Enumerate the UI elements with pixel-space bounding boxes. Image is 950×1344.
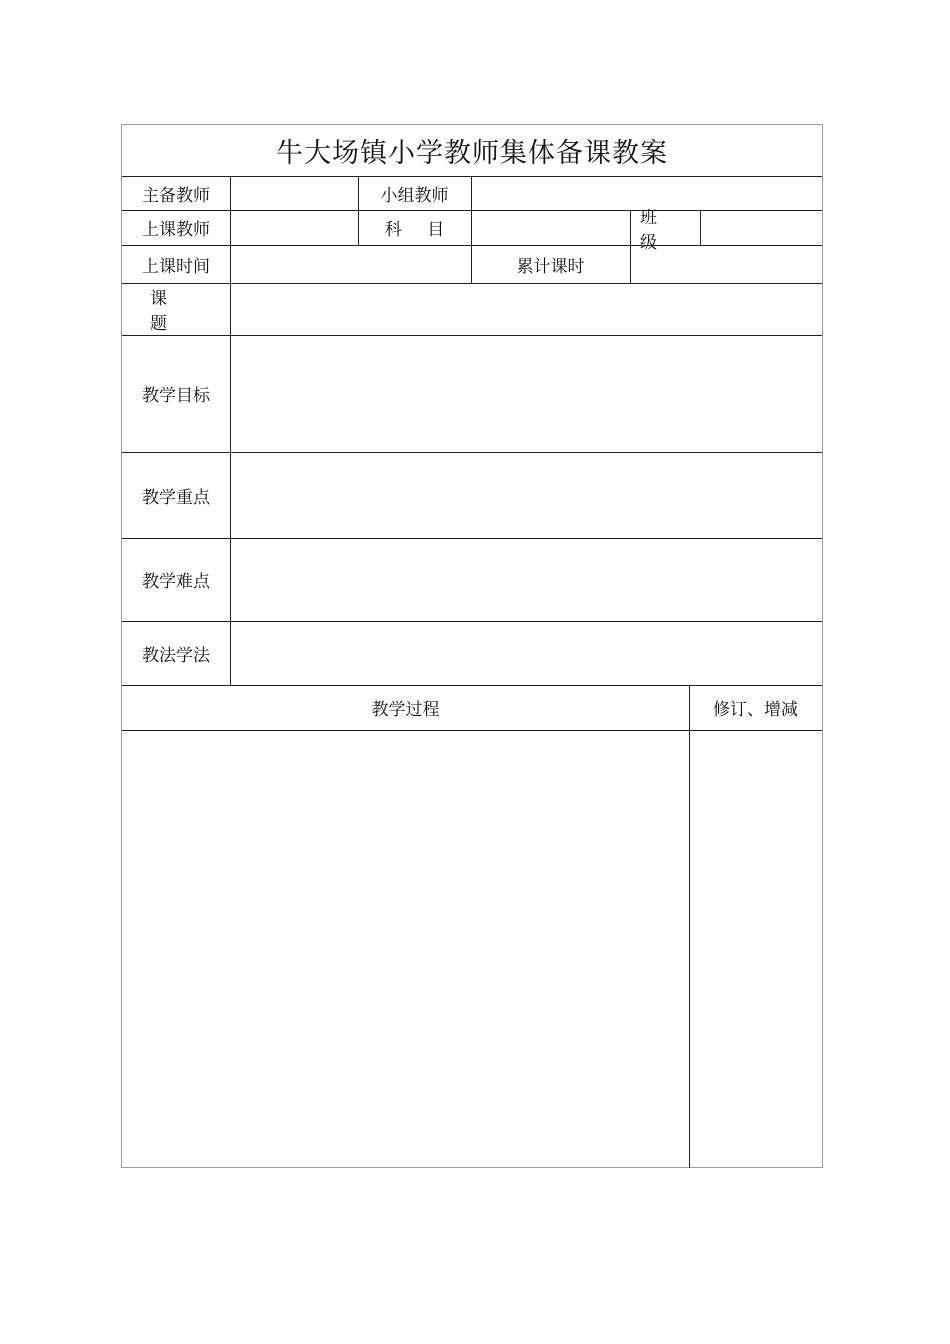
group-teachers-label: 小组教师: [380, 185, 449, 206]
form-title: 牛大场镇小学教师集体备课教案: [276, 138, 668, 169]
lead-teacher-label: 主备教师: [142, 185, 210, 206]
topic-field[interactable]: [230, 283, 822, 335]
difficulties-label: 教学难点: [142, 572, 210, 592]
methods-label: 教法学法: [142, 645, 210, 666]
revisions-label: 修订、增减: [713, 700, 798, 720]
lead-teacher-field[interactable]: [230, 176, 358, 210]
revisions-field[interactable]: [689, 730, 822, 1167]
total-hours-label: 累计课时: [516, 256, 585, 277]
class-field[interactable]: [700, 210, 822, 245]
key-points-label: 教学重点: [142, 487, 210, 508]
process-label: 教学过程: [371, 700, 440, 720]
difficulties-field[interactable]: [230, 538, 822, 621]
objectives-label: 教学目标: [142, 386, 210, 406]
total-hours-field[interactable]: [630, 245, 822, 283]
subject-label: 科 目: [384, 220, 455, 240]
class-time-label: 上课时间: [142, 256, 210, 277]
lesson-plan-form: [121, 124, 823, 1168]
process-field[interactable]: [122, 730, 689, 1167]
topic-label: 课 题: [150, 289, 195, 334]
class-time-field[interactable]: [230, 245, 471, 283]
objectives-field[interactable]: [230, 335, 822, 452]
class-teacher-label: 上课教师: [142, 220, 210, 240]
class-teacher-field[interactable]: [230, 210, 358, 245]
subject-field[interactable]: [471, 210, 630, 245]
class-label: 班 级: [640, 207, 667, 253]
methods-field[interactable]: [230, 621, 822, 685]
key-points-field[interactable]: [230, 452, 822, 538]
